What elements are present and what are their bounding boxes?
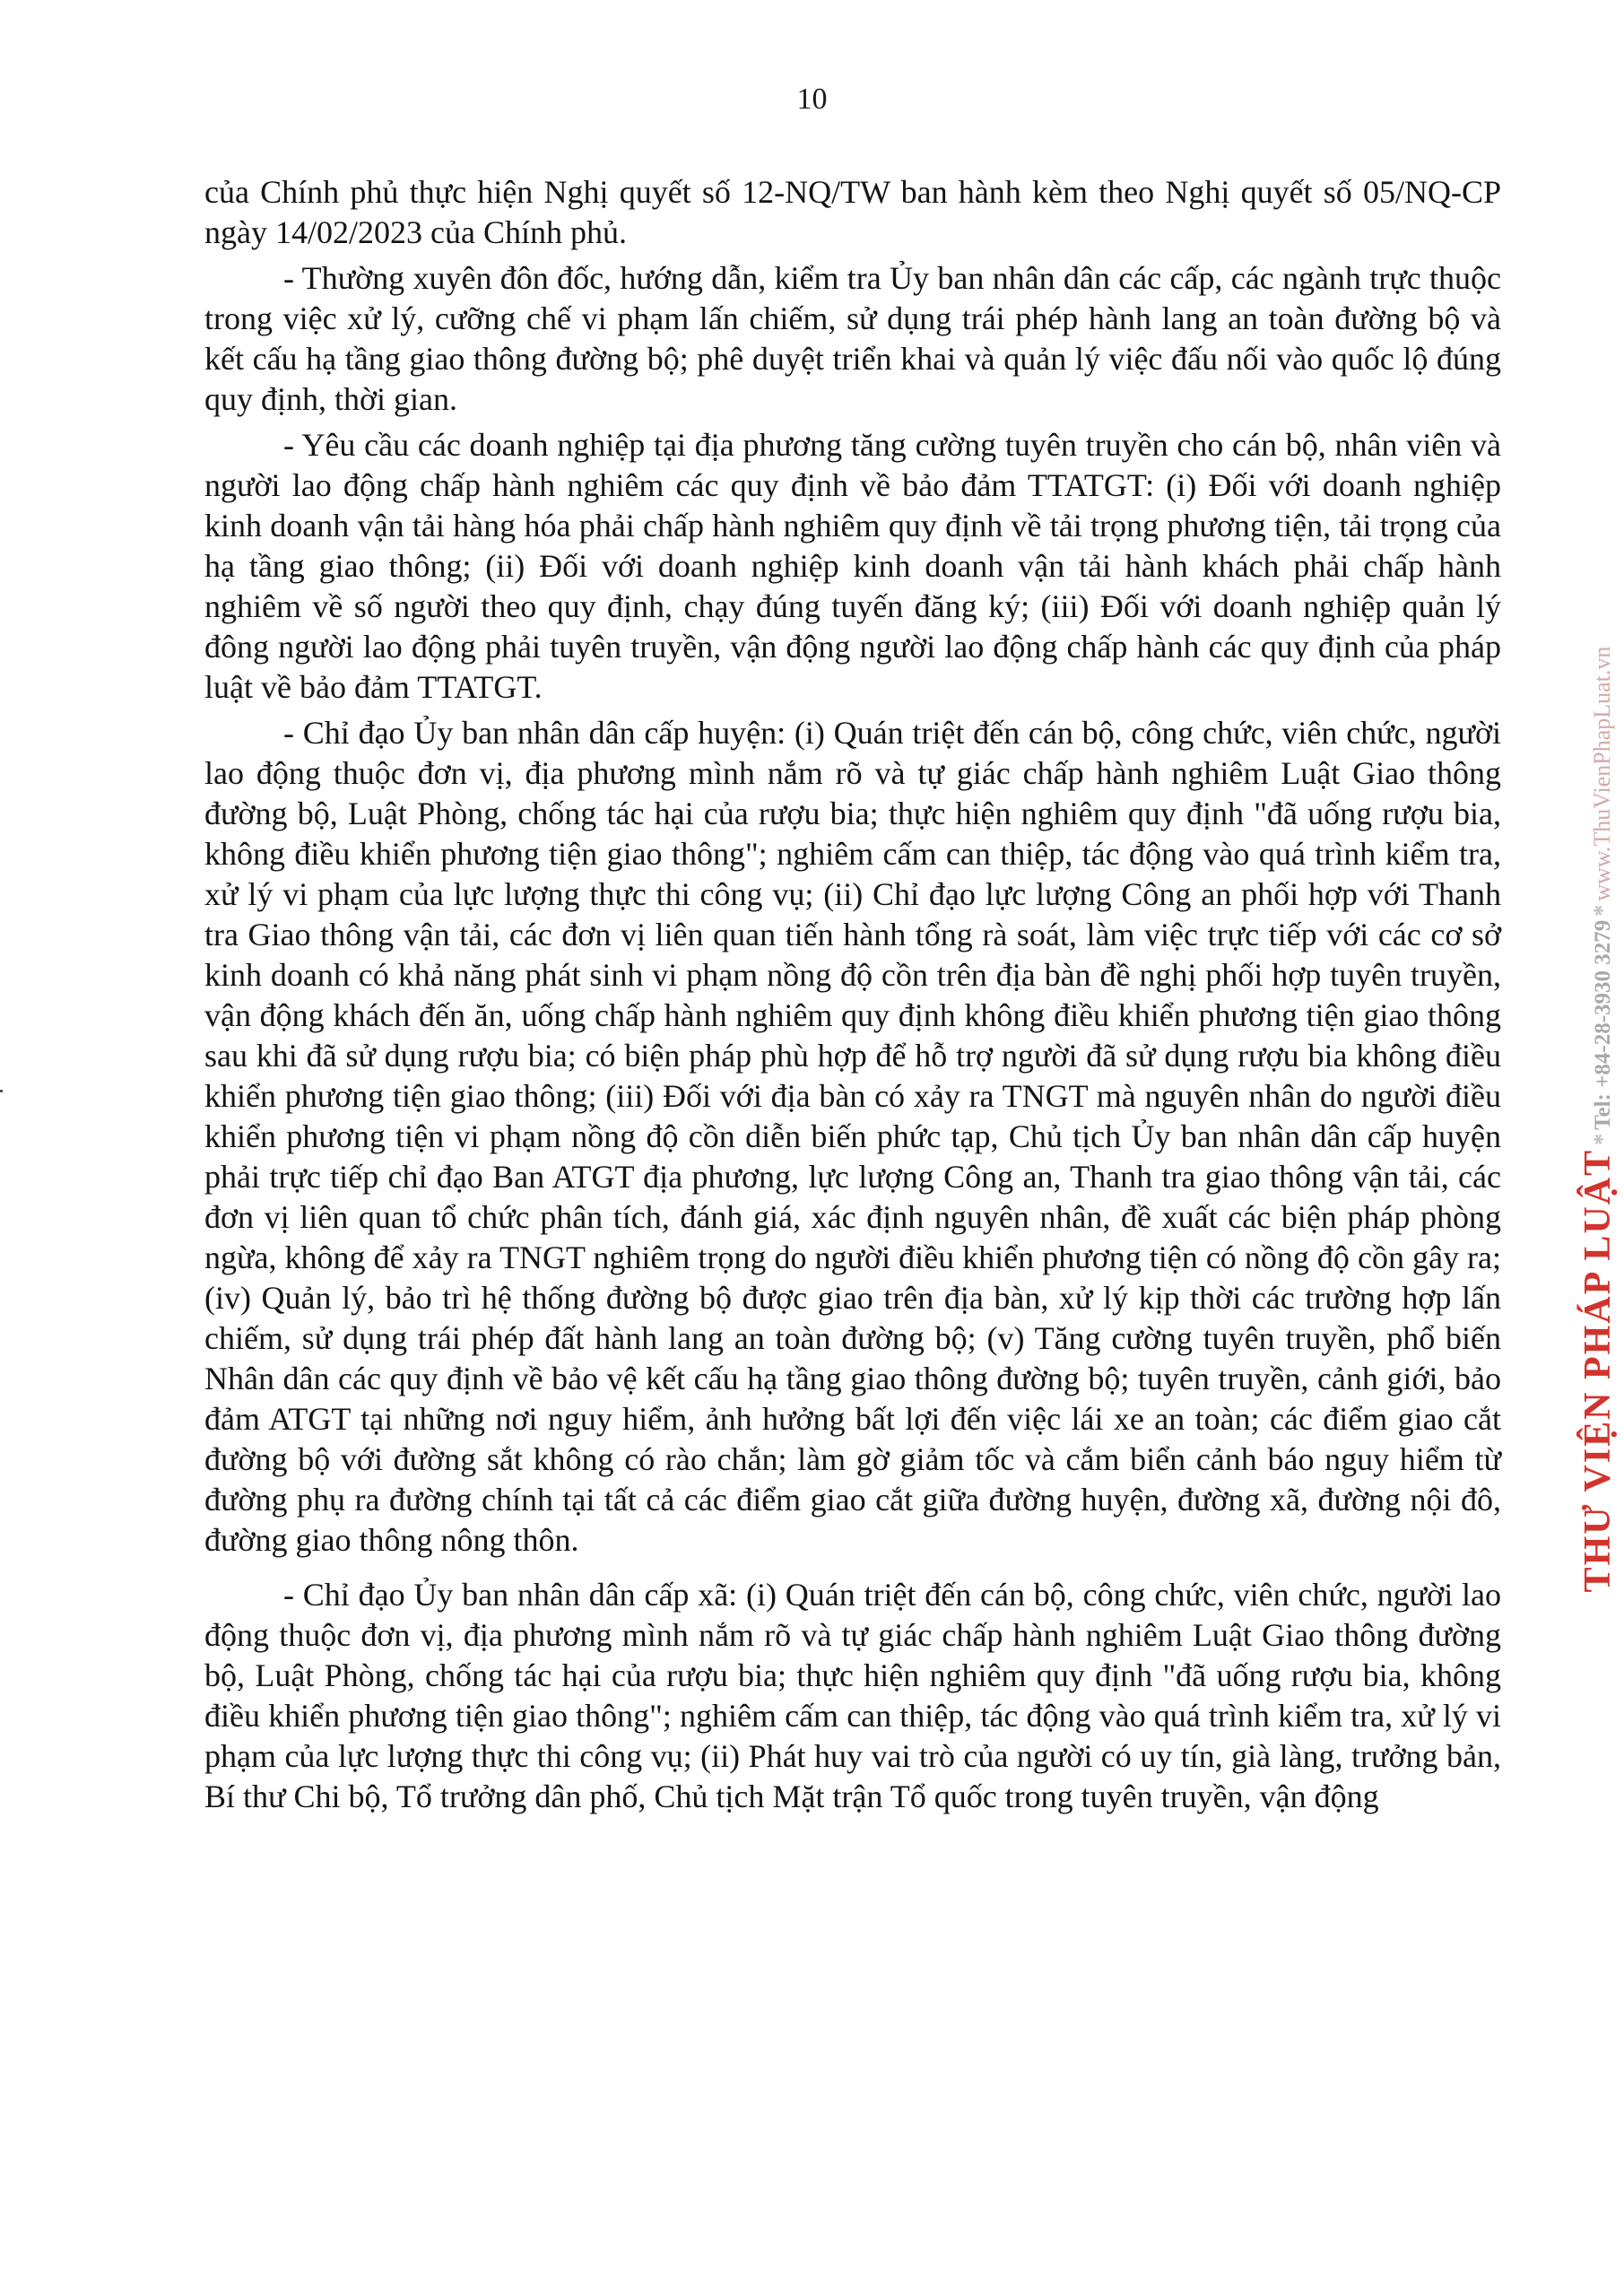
- paragraph-district-committee: - Chỉ đạo Ủy ban nhân dân cấp huyện: (i) Quán triệt đến cán bộ, công chức, viên chức, người lao động thuộc đơn vị, địa phương mình nắm rõ và tự giác chấp hành nghiêm Luật Giao thông đường bộ, Luật Phòng, chống tác hại của rượu bia; thực hiện nghiêm quy định "đã uống rượu bia, không điều khiển phương tiện giao thông"; nghiêm cấm can thiệp, tác động vào quá trình kiểm tra, xử lý vi phạm của lực lượng thực thi công vụ; (ii) Chỉ đạo lực lượng Công an phối hợp với Thanh tra Giao thông vận tải, các đơn vị liên quan tiến hành tổng rà soát, làm việc trực tiếp với các cơ sở kinh doanh có khả năng phát sinh vi phạm nồng độ cồn trên địa bàn đề nghị phối hợp tuyên truyền, vận động khách đến ăn, uống chấp hành nghiêm quy định không điều khiển phương tiện giao thông sau khi đã sử dụng rượu bia; có biện pháp phù hợp để hỗ trợ người đã sử dụng rượu bia không điều khiển phương tiện giao thông; (iii) Đối với địa bàn có xảy ra TNGT mà nguyên nhân do người điều khiển phương tiện vi phạm nồng độ cồn diễn biến phức tạp, Chủ tịch Ủy ban nhân dân cấp huyện phải trực tiếp chỉ đạo Ban ATGT địa phương, lực lượng Công an, Thanh tra giao thông vận tải, các đơn vị liên quan tổ chức phân tích, đánh giá, xác định nguyên nhân, đề xuất các biện pháp phòng ngừa, không để xảy ra TNGT nghiêm trọng do người điều khiển phương tiện có nồng độ cồn gây ra; (iv) Quản lý, bảo trì hệ thống đường bộ được giao trên địa bàn, xử lý kịp thời các trường hợp lấn chiếm, sử dụng trái phép đất hành lang an toàn đường bộ; (v) Tăng cường tuyên truyền, phổ biến Nhân dân các quy định về bảo vệ kết cấu hạ tầng giao thông đường bộ; tuyên truyền, cảnh giới, bảo đảm ATGT tại những nơi nguy hiểm, ảnh hưởng bất lợi đến việc lái xe an toàn; các điểm giao cắt đường bộ với đường sắt không có rào chắn; làm gờ giảm tốc và cắm biển cảnh báo nguy hiểm từ đường phụ ra đường chính tại tất cả các điểm giao cắt giữa đường huyện, đường xã, đường nội đô, đường giao thông nông thôn.: [204, 715, 1501, 1558]
- watermark-brand: THƯ VIỆN PHÁP LUẬT: [1577, 1148, 1619, 1593]
- paragraph-commune-committee: - Chỉ đạo Ủy ban nhân dân cấp xã: (i) Quán triệt đến cán bộ, công chức, viên chức, người lao động thuộc đơn vị, địa phương mình nắm rõ và tự giác chấp hành nghiêm Luật Giao thông đường bộ, Luật Phòng, chống tác hại của rượu bia; thực hiện nghiêm quy định "đã uống rượu bia, không điều khiển phương tiện giao thông"; nghiêm cấm can thiệp, tác động vào quá trình kiểm tra, xử lý vi phạm của lực lượng thực thi công vụ; (ii) Phát huy vai trò của người có uy tín, già làng, trưởng bản, Bí thư Chi bộ, Tổ trưởng dân phố, Chủ tịch Mặt trận Tổ quốc trong tuyên truyền, vận động: [204, 1577, 1501, 1814]
- paragraph-supervision: - Thường xuyên đôn đốc, hướng dẫn, kiểm tra Ủy ban nhân dân các cấp, các ngành trực thuộc trong việc xử lý, cưỡng chế vi phạm lấn chiếm, sử dụng trái phép hành lang an toàn đường bộ và kết cấu hạ tầng giao thông đường bộ; phê duyệt triển khai và quản lý việc đấu nối vào quốc lộ đúng quy định, thời gian.: [204, 260, 1501, 417]
- document-body: [204, 172, 1501, 1822]
- page-number: 10: [796, 83, 828, 116]
- watermark-separator-icon: *: [1589, 904, 1615, 917]
- scan-speck: [0, 1090, 3, 1092]
- watermark: [1576, 647, 1620, 1593]
- paragraph-continuation: của Chính phủ thực hiện Nghị quyết số 12-NQ/TW ban hành kèm theo Nghị quyết số 05/NQ-CP ngày 14/02/2023 của Chính phủ.: [204, 174, 1501, 250]
- watermark-tel: Tel: +84-28-3930 3279: [1591, 919, 1615, 1130]
- watermark-website: www.ThuVienPhapLuat.vn: [1589, 646, 1615, 901]
- watermark-separator-icon: *: [1589, 1133, 1615, 1145]
- paragraph-enterprises: - Yêu cầu các doanh nghiệp tại địa phương tăng cường tuyên truyền cho cán bộ, nhân viên và người lao động chấp hành nghiêm các quy định về bảo đảm TTATGT: (i) Đối với doanh nghiệp kinh doanh vận tải hàng hóa phải chấp hành nghiêm quy định về tải trọng phương tiện, tải trọng của hạ tầng giao thông; (ii) Đối với doanh nghiệp kinh doanh vận tải hành khách phải chấp hành nghiêm về số người theo quy định, chạy đúng tuyến đăng ký; (iii) Đối với doanh nghiệp quản lý đông người lao động phải tuyên truyền, vận động người lao động chấp hành các quy định của pháp luật về bảo đảm TTATGT.: [204, 427, 1501, 705]
